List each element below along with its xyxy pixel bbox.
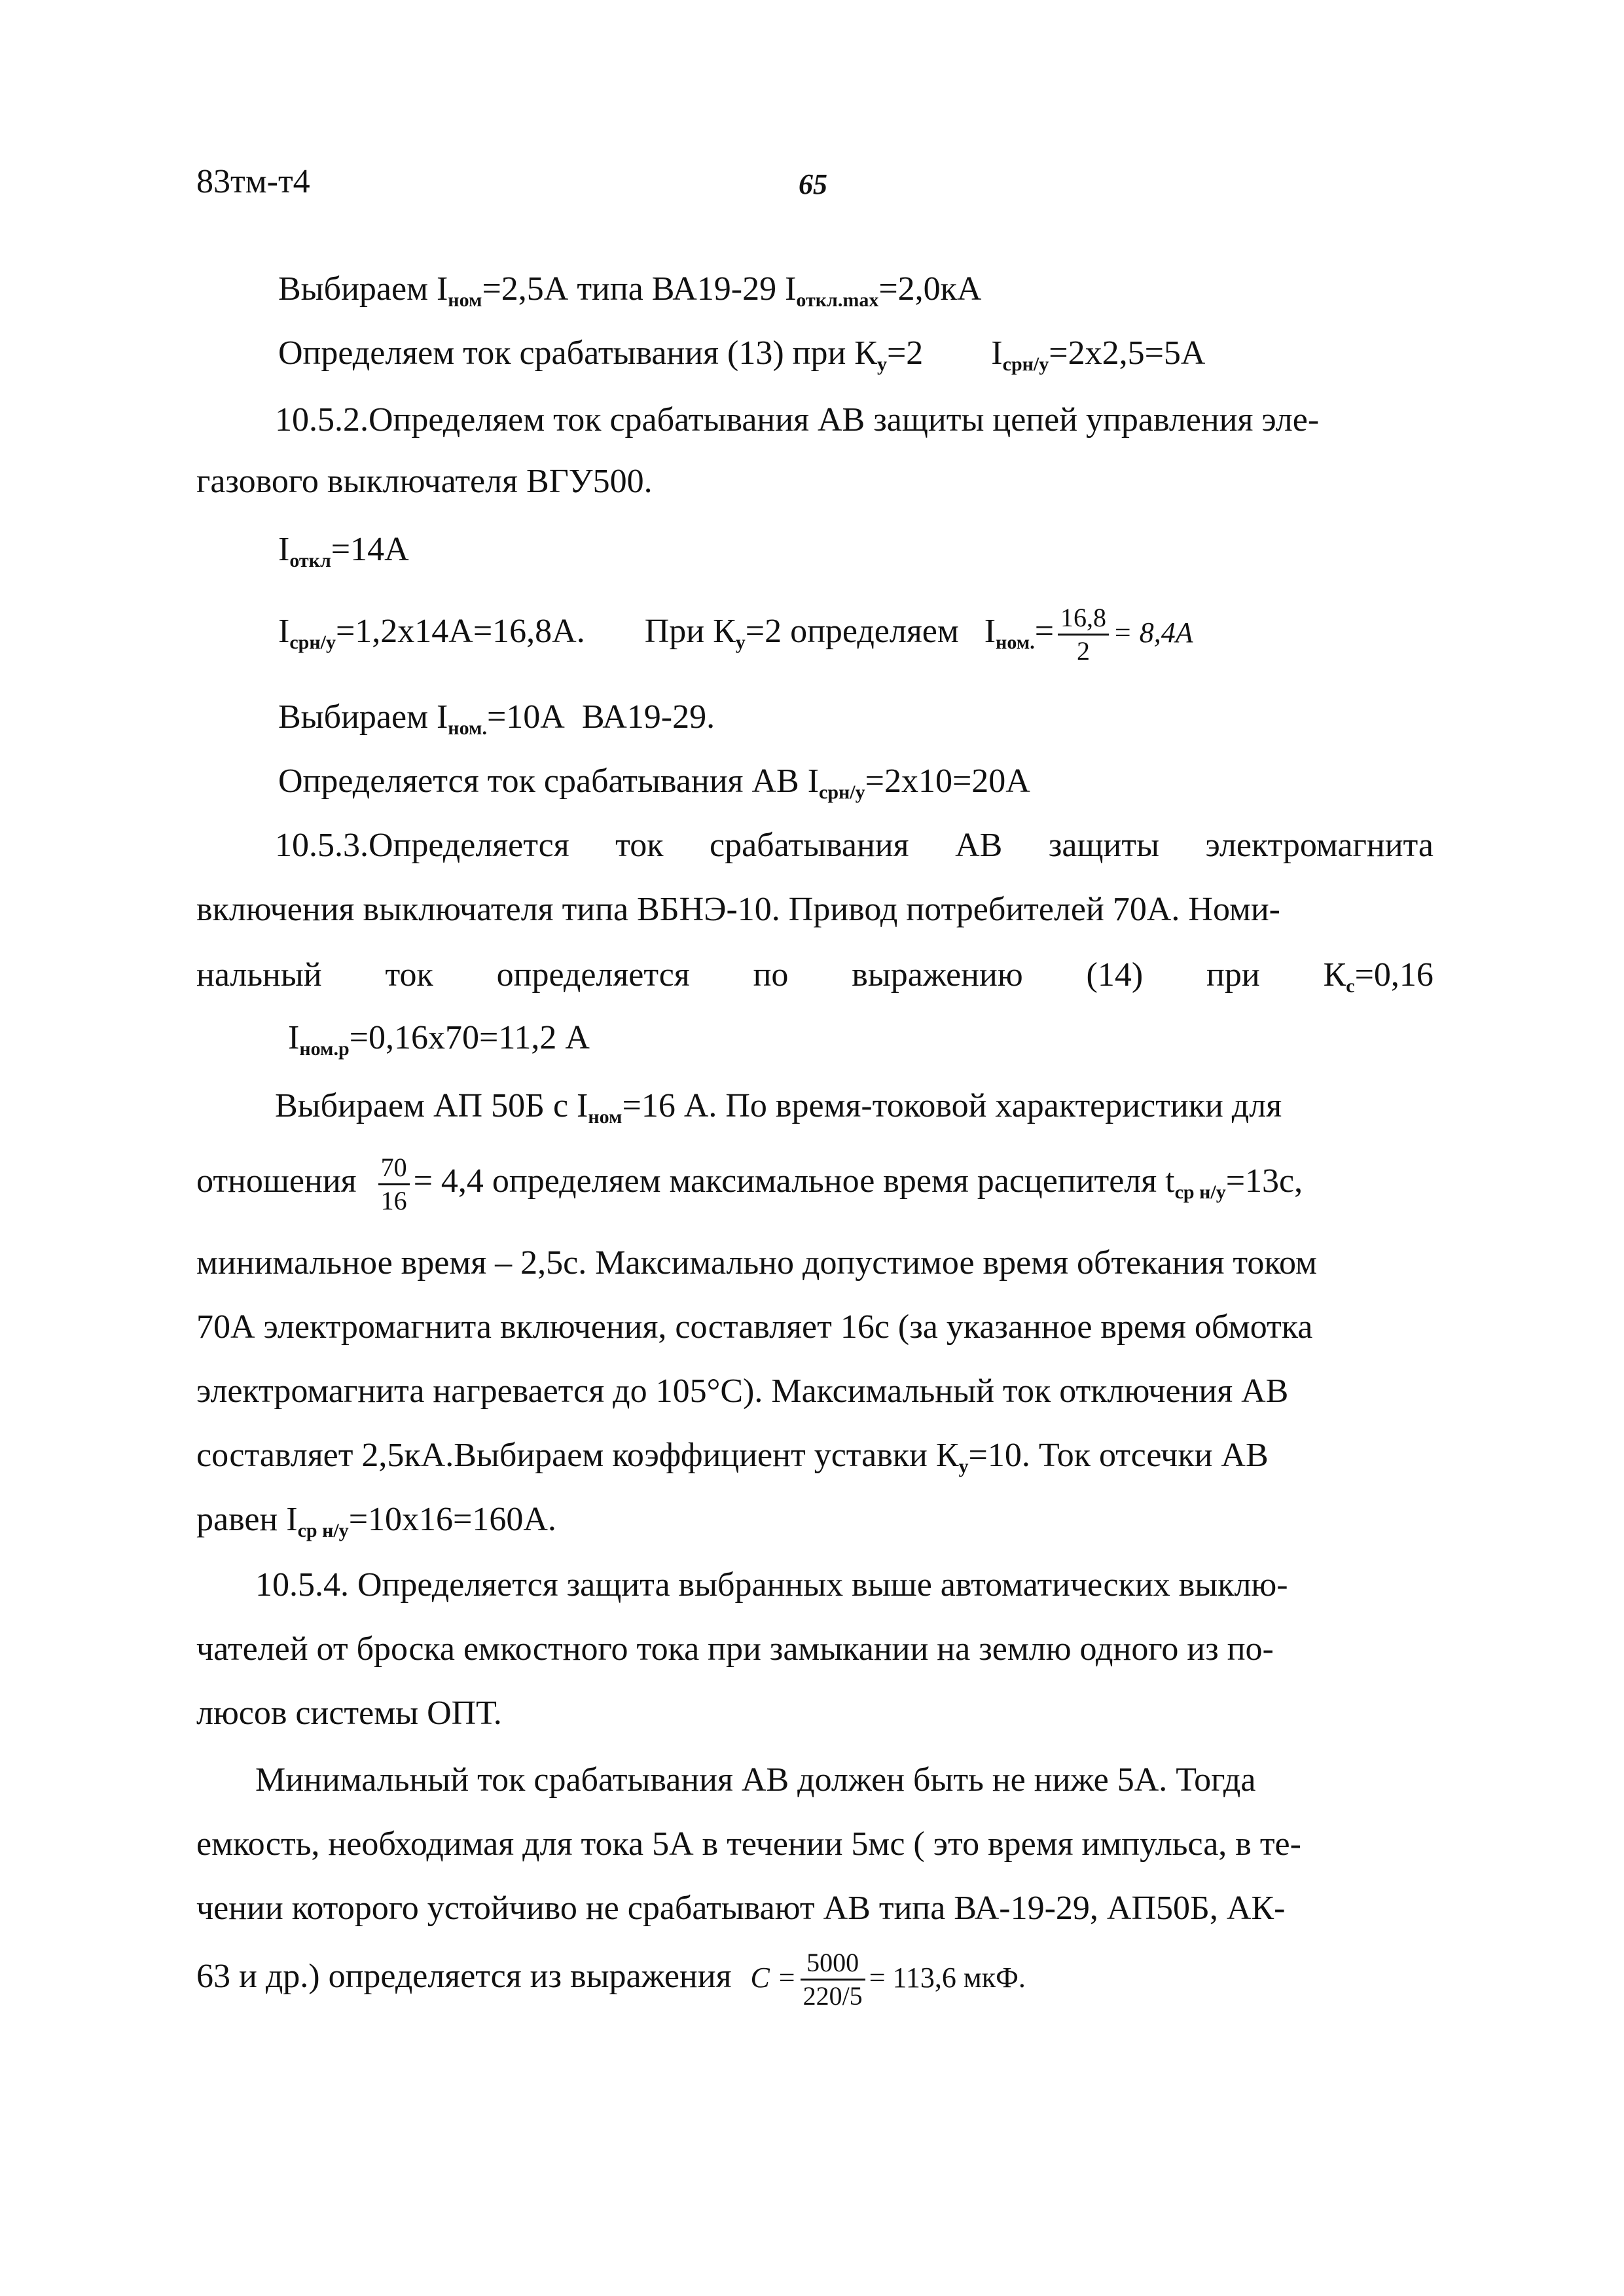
- l6-mid: =1,2х14А=16,8А. При К: [335, 613, 736, 650]
- text-line-25: [196, 1889, 1285, 1928]
- l18-sub: у: [958, 1456, 969, 1477]
- l16-text: 70А электромагнита включения, составляет 16с (за указанное время обмотка: [196, 1308, 1313, 1346]
- l13-sub: ном: [588, 1106, 623, 1128]
- l5-end: =14А: [331, 531, 409, 568]
- l7-prefix: Выбираем I: [278, 698, 448, 736]
- l14-frac-num: 70: [378, 1152, 410, 1185]
- l10-text: включения выключателя типа ВБНЭ-10. Привод потребителей 70А. Номи-: [196, 891, 1281, 928]
- l24-text: емкость, необходимая для тока 5А в течении 5мс ( это время импульса, в те-: [196, 1825, 1301, 1863]
- l21-text: чателей от броска емкостного тока при замыкании на землю одного из по-: [196, 1630, 1274, 1668]
- l11-w3: по: [753, 956, 789, 994]
- l6-sub2: у: [735, 632, 746, 653]
- l11-last: [1324, 956, 1434, 1006]
- l2-end: =2х2,5=5А: [1049, 334, 1206, 372]
- l14-mid: = 4,4 определяем максимальное время расцепителя t: [413, 1162, 1175, 1200]
- l11-w5: (14): [1086, 956, 1144, 994]
- text-line-6: [278, 596, 1193, 668]
- l19-sub: ср н/у: [297, 1520, 349, 1541]
- l26-c: С =: [750, 1962, 797, 1994]
- l6-frac-den: 2: [1077, 636, 1091, 666]
- l12-prefix: I: [288, 1019, 300, 1056]
- l19-end: =10х16=160А.: [348, 1501, 556, 1538]
- l26-frac-den: 220/5: [803, 1981, 863, 2011]
- l20-text: 10.5.4. Определяется защита выбранных выше автоматических выклю-: [255, 1566, 1288, 1604]
- l9-w3: АВ: [955, 827, 1003, 864]
- text-line-11: [196, 956, 1434, 1006]
- l6-frac-num: 16,8: [1058, 602, 1109, 636]
- l1-mid: =2,5А типа ВА19-29 I: [482, 270, 797, 308]
- l11-w7: К: [1323, 956, 1346, 994]
- text-line-3: [275, 401, 1319, 440]
- l2-prefix: Определяем ток срабатывания (13) при К: [278, 334, 877, 372]
- text-line-10: [196, 890, 1280, 929]
- l11-w1: ток: [385, 956, 433, 994]
- l3-text: 10.5.2.Определяем ток срабатывания АВ защиты цепей управления эле-: [275, 401, 1320, 439]
- l9-w1: ток: [615, 827, 664, 864]
- l1-prefix: Выбираем I: [278, 270, 448, 308]
- l11-w6: при: [1206, 956, 1260, 994]
- text-line-16: [196, 1308, 1312, 1347]
- text-line-18: [196, 1436, 1269, 1486]
- l5-prefix: I: [278, 531, 290, 568]
- l14-sub: ср н/у: [1174, 1181, 1226, 1203]
- l1-sub2: откл.max: [796, 289, 879, 311]
- l19-prefix: равен I: [196, 1501, 298, 1538]
- text-line-1: [278, 270, 982, 320]
- l11-end: =0,16: [1354, 956, 1434, 994]
- l5-sub: откл: [289, 550, 331, 571]
- text-line-26: [196, 1934, 1026, 2019]
- l6-mid2: =2 определяем I: [745, 613, 996, 650]
- l7-sub: ном.: [448, 717, 487, 739]
- text-line-20: [255, 1566, 1288, 1605]
- l6-sub3: ном.: [996, 632, 1035, 653]
- text-line-5: [278, 530, 409, 581]
- l6-end: = 8,4А: [1113, 617, 1193, 649]
- l13-end: =16 А. По время-токовой характеристики для: [622, 1087, 1282, 1124]
- l26-frac-num: 5000: [801, 1947, 865, 1981]
- page-number-text: 65: [799, 168, 827, 200]
- text-line-23: [255, 1761, 1255, 1800]
- l14-prefix: отношения: [196, 1162, 357, 1200]
- text-line-12: [288, 1018, 590, 1069]
- l12-sub: ном.р: [299, 1038, 350, 1060]
- l14-frac-den: 16: [380, 1185, 407, 1215]
- fraction-70-over-16: [378, 1152, 410, 1217]
- l17-text: электромагнита нагревается до 105°С). Максимальный ток отключения АВ: [196, 1372, 1289, 1410]
- doc-code-text: 83тм-т4: [196, 163, 310, 200]
- text-line-19: [196, 1500, 556, 1551]
- text-line-2: [278, 334, 1205, 384]
- l18-end: =10. Ток отсечки АВ: [968, 1437, 1269, 1474]
- text-line-21: [196, 1630, 1274, 1669]
- fraction-5000-over-220-5: [801, 1947, 865, 2012]
- l6-prefix: I: [278, 613, 290, 650]
- text-line-4: [196, 462, 653, 501]
- text-line-15: [196, 1244, 1317, 1283]
- l8-end: =2х10=20А: [865, 762, 1030, 800]
- l9-w2: срабатывания: [710, 827, 909, 864]
- l15-text: минимальное время – 2,5с. Максимально допустимое время обтекания током: [196, 1244, 1317, 1282]
- l6-eq: =: [1034, 613, 1055, 650]
- l13-prefix: Выбираем АП 50Б с I: [275, 1087, 588, 1124]
- l25-text: чении которого устойчиво не срабатывают АВ типа ВА-19-29, АП50Б, АК-: [196, 1890, 1286, 1927]
- text-line-22: [196, 1694, 502, 1733]
- l6-sub1: срн/у: [289, 632, 336, 653]
- l7-end: =10А ВА19-29.: [486, 698, 715, 736]
- l18-prefix: составляет 2,5кА.Выбираем коэффициент уставки К: [196, 1437, 959, 1474]
- l9-w4: защиты: [1048, 827, 1160, 864]
- l8-sub: срн/у: [819, 781, 865, 803]
- l2-sub1: у: [876, 353, 887, 375]
- l26-end: = 113,6 мкФ.: [869, 1962, 1026, 1994]
- l22-text: люсов системы ОПТ.: [196, 1695, 502, 1732]
- l2-mid: =2 I: [886, 334, 1003, 372]
- header-doc-code: [196, 162, 310, 202]
- l23-text: Минимальный ток срабатывания АВ должен быть не ниже 5А. Тогда: [255, 1761, 1256, 1799]
- l11-sub: с: [1346, 975, 1355, 997]
- text-line-13: [275, 1086, 1282, 1137]
- l8-prefix: Определяется ток срабатывания АВ I: [278, 762, 820, 800]
- l4-text: газового выключателя ВГУ500.: [196, 463, 653, 500]
- l1-sub1: ном: [448, 289, 482, 311]
- l2-sub2: срн/у: [1002, 353, 1049, 375]
- l12-end: =0,16х70=11,2 А: [349, 1019, 590, 1056]
- text-line-17: [196, 1372, 1288, 1411]
- page-number: [799, 165, 827, 204]
- text-line-8: [278, 762, 1030, 812]
- l1-end: =2,0кА: [878, 270, 982, 308]
- text-line-14: [196, 1139, 1303, 1224]
- l11-w4: выражению: [852, 956, 1023, 994]
- text-line-9: [275, 826, 1434, 865]
- l9-w5: электромагнита: [1205, 827, 1434, 864]
- l9-w0: 10.5.3.Определяется: [275, 827, 569, 864]
- l11-w0: нальный: [196, 956, 322, 994]
- text-line-24: [196, 1825, 1301, 1864]
- l26-prefix: 63 и др.) определяется из выражения: [196, 1958, 732, 1995]
- l14-end: =13с,: [1225, 1162, 1303, 1200]
- fraction-16-8-over-2: [1058, 602, 1109, 667]
- text-line-7: [278, 698, 715, 748]
- l11-w2: определяется: [496, 956, 690, 994]
